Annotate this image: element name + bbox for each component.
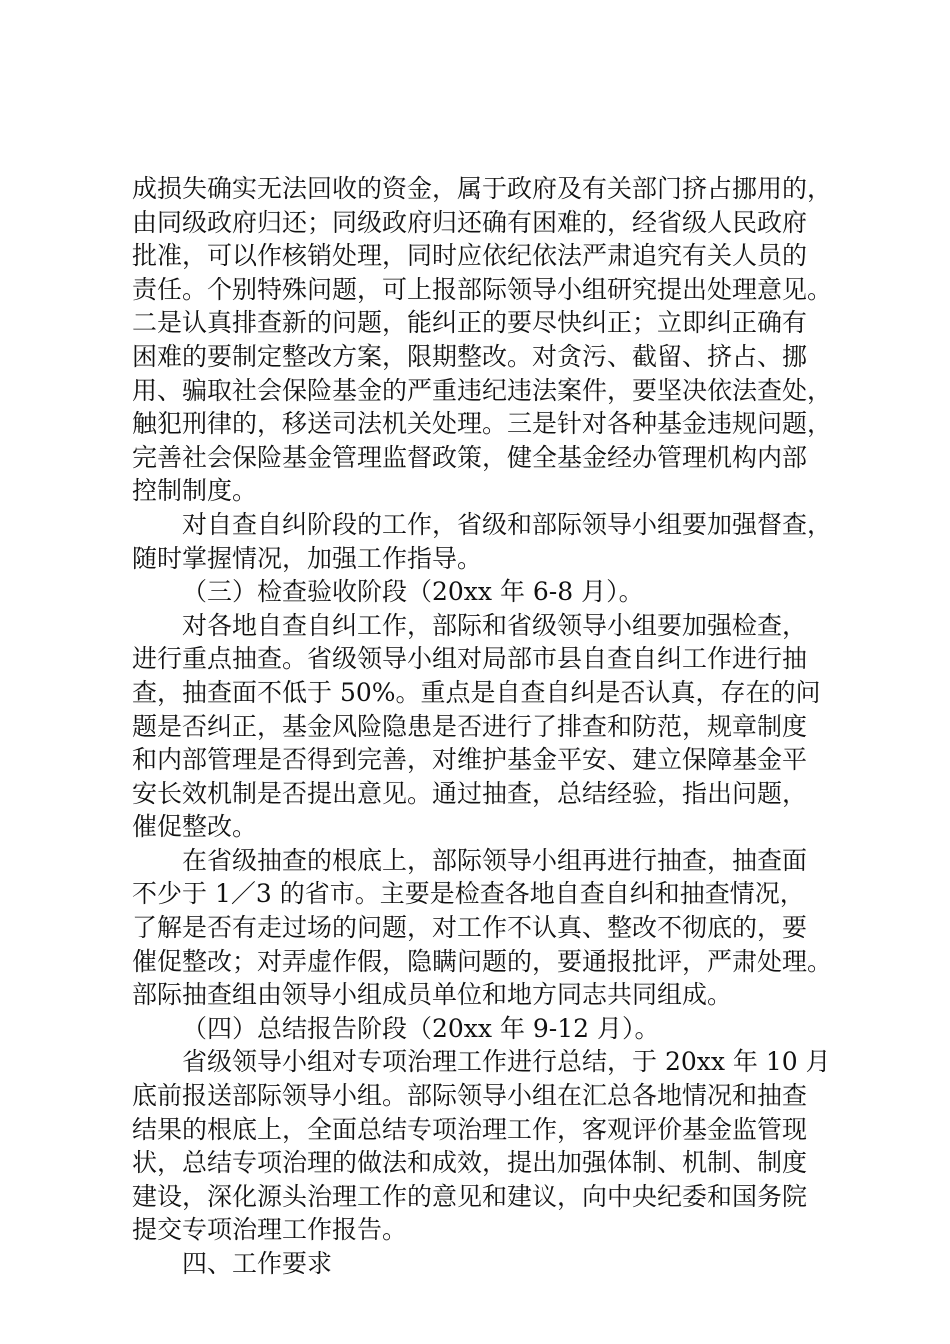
text-line: 查，抽查面不低于 50%。重点是自查自纠是否认真，存在的问 [132, 677, 821, 707]
paragraph-first-line: （三）检查验收阶段（20xx 年 6-8 月）。 [182, 577, 644, 607]
text-line: 控制制度。 [132, 476, 258, 506]
text-line: 题是否纠正，基金风险隐患是否进行了排查和防范，规章制度 [132, 711, 808, 741]
text-line: 批准，可以作核销处理，同时应依纪依法严肃追究有关人员的 [132, 241, 808, 271]
text-line: 困难的要制定整改方案，限期整改。对贪污、截留、挤占、挪 [132, 341, 808, 371]
text-line: 触犯刑律的，移送司法机关处理。三是针对各种基金违规问题， [132, 409, 833, 439]
text-line: 由同级政府归还；同级政府归还确有困难的，经省级人民政府 [132, 207, 808, 237]
document-body [132, 172, 838, 1281]
text-line: 底前报送部际领导小组。部际领导小组在汇总各地情况和抽查 [132, 1081, 808, 1111]
text-line: 催促整改；对弄虚作假，隐瞒问题的，要通报批评，严肃处理。 [132, 946, 833, 976]
text-line: 责任。个别特殊问题，可上报部际领导小组研究提出处理意见。 [132, 274, 833, 304]
paragraph-first-line: 对自查自纠阶段的工作，省级和部际领导小组要加强督查， [182, 509, 833, 539]
text-line: 结果的根底上，全面总结专项治理工作，客观评价基金监管现 [132, 1114, 808, 1144]
paragraph-first-line: 四、工作要求 [182, 1249, 333, 1278]
text-line: 用、骗取社会保险基金的严重违纪违法案件，要坚决依法查处， [132, 375, 833, 405]
text-line: 不少于 1／3 的省市。主要是检查各地自查自纠和抽查情况， [132, 879, 805, 909]
paragraph-first-line: 省级领导小组对专项治理工作进行总结，于 20xx 年 10 月 [182, 1047, 831, 1077]
text-line: 完善社会保险基金管理监督政策，健全基金经办管理机构内部 [132, 442, 808, 472]
text-line: 成损失确实无法回收的资金，属于政府及有关部门挤占挪用的， [132, 174, 833, 203]
text-line: 部际抽查组由领导小组成员单位和地方同志共同组成。 [132, 980, 733, 1010]
text-line: 随时掌握情况，加强工作指导。 [132, 543, 483, 573]
text-line: 安长效机制是否提出意见。通过抽查，总结经验，指出问题， [132, 778, 808, 808]
text-line: 建设，深化源头治理工作的意见和建议，向中央纪委和国务院 [132, 1181, 808, 1211]
text-line: 二是认真排查新的问题，能纠正的要尽快纠正；立即纠正确有 [132, 308, 808, 338]
paragraph-first-line: （四）总结报告阶段（20xx 年 9-12 月）。 [182, 1013, 660, 1043]
text-line: 催促整改。 [132, 812, 258, 842]
paragraph-first-line: 在省级抽查的根底上，部际领导小组再进行抽查，抽查面 [182, 845, 808, 875]
text-line: 进行重点抽查。省级领导小组对局部市县自查自纠工作进行抽 [132, 644, 808, 674]
text-line: 提交专项治理工作报告。 [132, 1215, 408, 1245]
text-line: 了解是否有走过场的问题，对工作不认真、整改不彻底的，要 [132, 913, 808, 943]
text-line: 状，总结专项治理的做法和成效，提出加强体制、机制、制度 [132, 1148, 808, 1178]
text-line: 和内部管理是否得到完善，对维护基金平安、建立保障基金平 [132, 745, 808, 775]
paragraph-first-line: 对各地自查自纠工作，部际和省级领导小组要加强检查， [182, 610, 808, 640]
